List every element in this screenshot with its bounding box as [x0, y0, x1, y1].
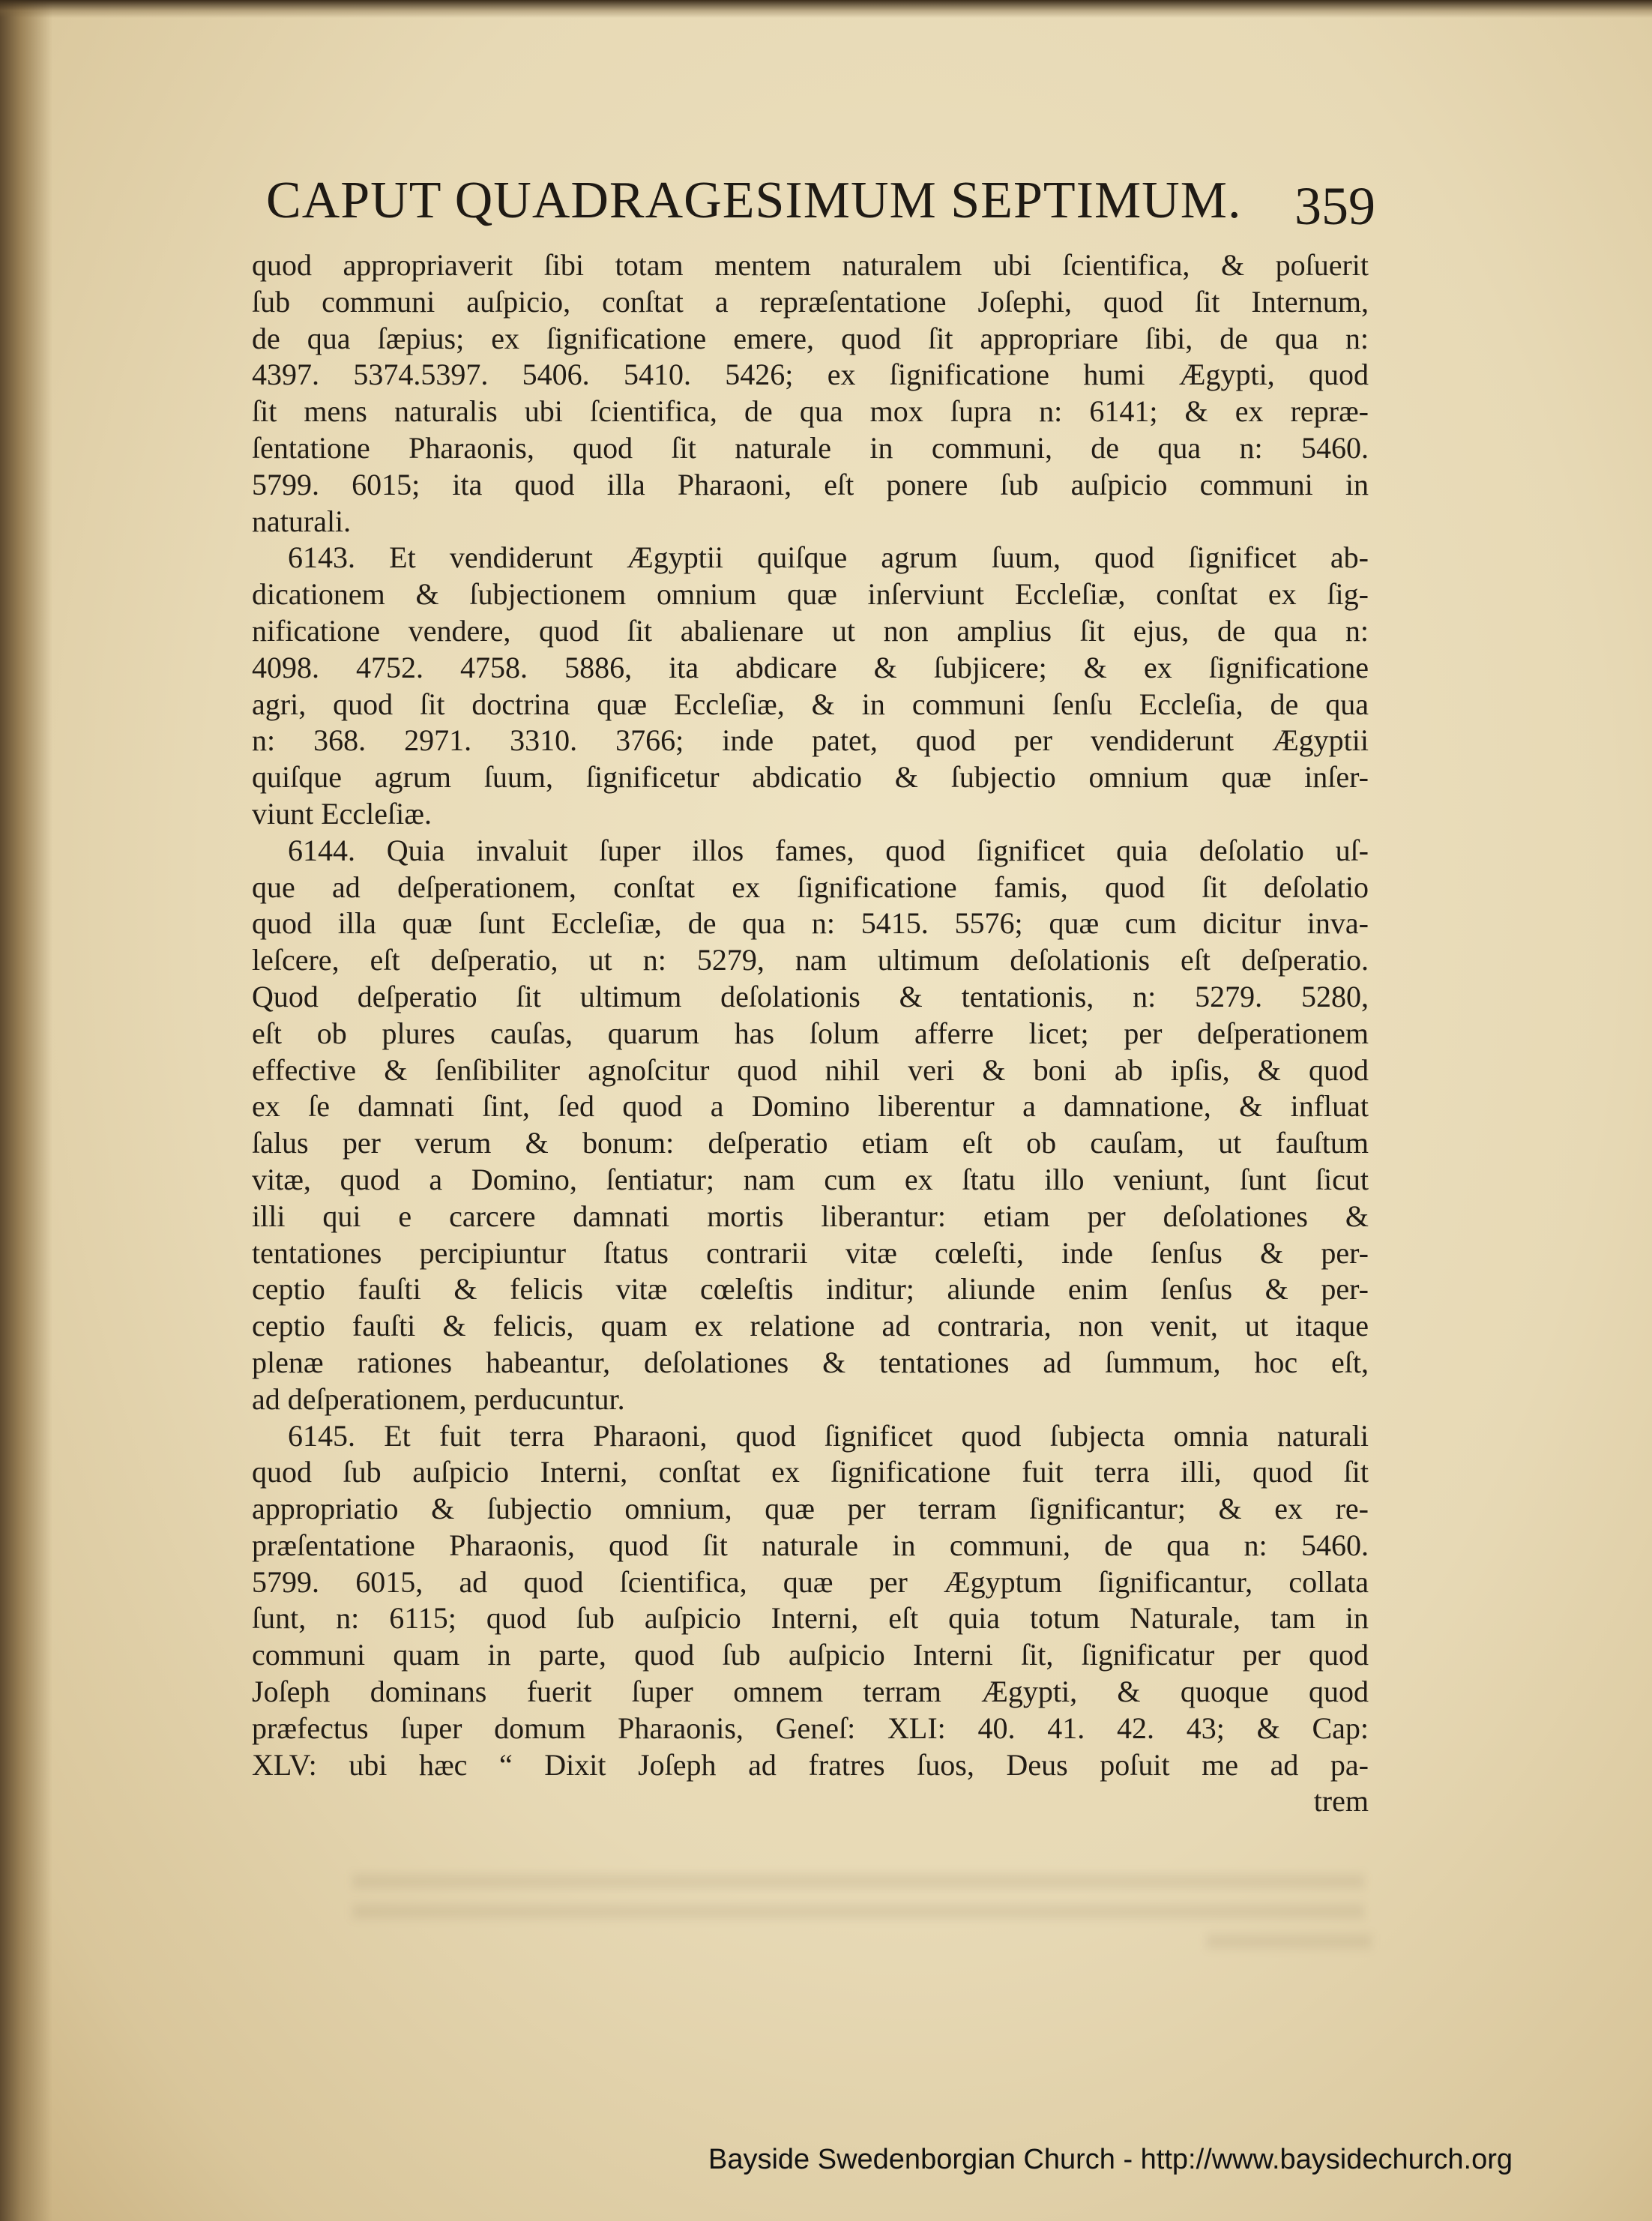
text-line: præſentatione Pharaonis, quod ſit naturale in communi, de qua n: 5460. — [252, 1528, 1369, 1562]
text-line: quod appropriaverit ſibi totam mentem naturalem ubi ſcientifica, & poſuerit — [252, 248, 1369, 282]
text-line: tentationes percipiuntur ſtatus contrarii vitæ cœleſti, inde ſenſus & per- — [252, 1235, 1369, 1270]
page-number: 359 — [1294, 176, 1375, 236]
text-line: viunt Eccleſiæ. — [252, 796, 432, 831]
text-line: ſunt, n: 6115; quod ſub auſpicio Interni, eſt quia totum Naturale, tam in — [252, 1601, 1369, 1636]
text-line: n: 368. 2971. 3310. 3766; inde patet, quod per vendiderunt Ægyptii — [252, 723, 1369, 758]
text-line: nificatione vendere, quod ſit abalienare ut non amplius ſit ejus, de qua n: — [252, 613, 1369, 648]
text-line: 5799. 6015, ad quod ſcientifica, quæ per Ægyptum ſignificantur, collata — [252, 1564, 1369, 1599]
paragraph-6145-start: 6145. Et fuit terra Pharaoni, quod ſignificet quod ſubjecta omnia naturali — [288, 1418, 1369, 1453]
text-line: 4397. 5374.5397. 5406. 5410. 5426; ex ſignificatione humi Ægypti, quod — [252, 358, 1369, 392]
paragraph-6143-start: 6143. Et vendiderunt Ægyptii quiſque agrum ſuum, quod ſignificet ab- — [288, 540, 1369, 575]
text-line: 5799. 6015; ita quod illa Pharaoni, eſt ponere ſub auſpicio communi in — [252, 467, 1369, 501]
text-line: quod ſub auſpicio Interni, conſtat ex ſignificatione fuit terra illi, quod ſit — [252, 1455, 1369, 1489]
text-line: quod illa quæ ſunt Eccleſiæ, de qua n: 5415. 5576; quæ cum dicitur inva- — [252, 906, 1369, 941]
text-line: 4098. 4752. 4758. 5886, ita abdicare & ſubjicere; & ex ſignificatione — [252, 650, 1369, 684]
page-top-edge — [0, 0, 1652, 18]
text-line: ceptio fauſti & felicis vitæ cœleſtis inditur; aliunde enim ſenſus & per- — [252, 1272, 1369, 1307]
text-line: quiſque agrum ſuum, ſignificetur abdicatio & ſubjectio omnium quæ inſer- — [252, 760, 1369, 795]
text-line: illi qui e carcere damnati mortis liberantur: etiam per deſolationes & — [252, 1199, 1369, 1233]
body-text — [252, 247, 1369, 1820]
running-title: CAPUT QUADRAGESIMUM SEPTIMUM. — [266, 172, 1242, 229]
text-line: vitæ, quod a Domino, ſentiatur; nam cum ex ſtatu illo veniunt, ſunt ſicut — [252, 1162, 1369, 1196]
page-header — [266, 171, 1375, 246]
text-line: ceptio fauſti & felicis, quam ex relatione ad contraria, non venit, ut itaque — [252, 1309, 1369, 1343]
text-line: præfectus ſuper domum Pharaonis, Geneſ: XLI: 40. 41. 42. 43; & Cap: — [252, 1711, 1369, 1745]
page-gutter-shadow — [0, 0, 52, 2221]
text-line: plenæ rationes habeantur, deſolationes & tentationes ad ſummum, hoc eſt, — [252, 1345, 1369, 1379]
text-line: eſt ob plures cauſas, quarum has ſolum afferre licet; per deſperationem — [252, 1016, 1369, 1050]
text-line: de qua ſæpius; ex ſignificatione emere, quod ſit appropriare ſibi, de qua n: — [252, 321, 1369, 355]
text-line: appropriatio & ſubjectio omnium, quæ per terram ſignificantur; & ex re- — [252, 1492, 1369, 1526]
show-through-text — [352, 1904, 1364, 1919]
text-line: effective & ſenſibiliter agnoſcitur quod nihil veri & boni ab ipſis, & quod — [252, 1052, 1369, 1087]
text-line: agri, quod ſit doctrina quæ Eccleſiæ, & in communi ſenſu Eccleſia, de qua — [252, 687, 1369, 721]
text-line: dicationem & ſubjectionem omnium quæ inſerviunt Eccleſiæ, conſtat ex ſig- — [252, 577, 1369, 612]
show-through-text — [352, 1874, 1364, 1889]
text-line: ſit mens naturalis ubi ſcientifica, de qua mox ſupra n: 6141; & ex repræ- — [252, 394, 1369, 429]
text-line: naturali. — [252, 504, 352, 538]
watermark-link[interactable]: Bayside Swedenborgian Church - http://www.baysidechurch.org — [708, 2144, 1513, 2175]
text-line: ſalus per verum & bonum: deſperatio etiam eſt ob cauſam, ut fauſtum — [252, 1126, 1369, 1160]
text-line: XLV: ubi hæc “ Dixit Joſeph ad fratres ſuos, Deus poſuit me ad pa- — [252, 1747, 1369, 1782]
text-line: communi quam in parte, quod ſub auſpicio Interni ſit, ſignificatur per quod — [252, 1638, 1369, 1672]
text-line: ſentatione Pharaonis, quod ſit naturale in communi, de qua n: 5460. — [252, 430, 1369, 465]
text-line: ſub communi auſpicio, conſtat a repræſentatione Joſephi, quod ſit Internum, — [252, 284, 1369, 319]
text-line: Joſeph dominans fuerit ſuper omnem terram Ægypti, & quoque quod — [252, 1675, 1369, 1709]
text-line: que ad deſperationem, conſtat ex ſignificatione famis, quod ſit deſolatio — [252, 870, 1369, 904]
text-line: ad deſperationem, perducuntur. — [252, 1381, 625, 1416]
text-line: Quod deſperatio ſit ultimum deſolationis & tentationis, n: 5279. 5280, — [252, 979, 1369, 1013]
text-line: leſcere, eſt deſperatio, ut n: 5279, nam ultimum deſolationis eſt deſperatio. — [252, 943, 1369, 977]
catchword: trem — [1313, 1784, 1369, 1818]
show-through-text — [1207, 1934, 1372, 1949]
paragraph-6144-start: 6144. Quia invaluit ſuper illos fames, quod ſignificet quia deſolatio uſ- — [288, 833, 1369, 867]
text-line: ex ſe damnati ſint, ſed quod a Domino liberentur a damnatione, & influat — [252, 1089, 1369, 1124]
